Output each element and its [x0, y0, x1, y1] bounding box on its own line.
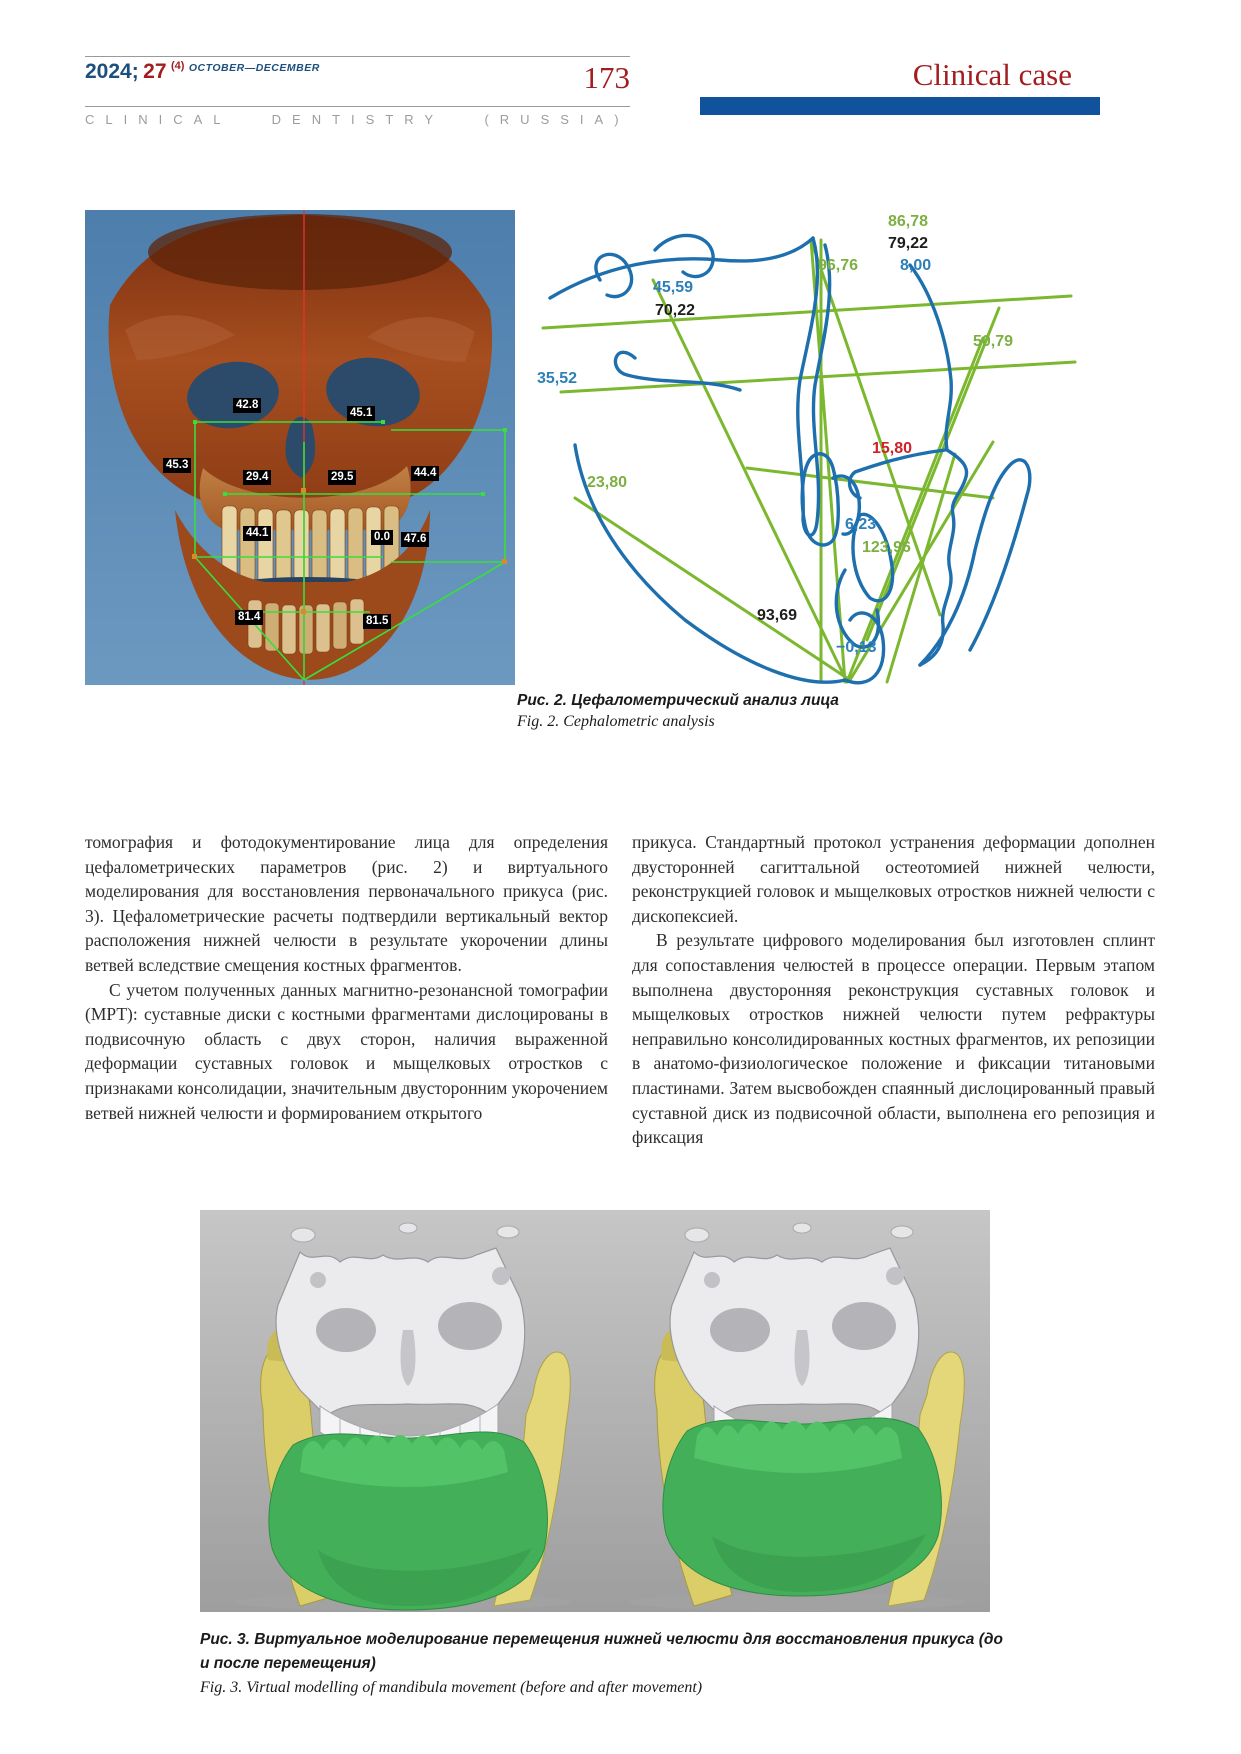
measurement-label: 23,80: [587, 474, 628, 491]
body-column-right: [632, 830, 1155, 1150]
jaw-models-image: [200, 1210, 990, 1612]
figure-2: [85, 210, 1105, 685]
figure3-caption: [200, 1628, 1012, 1700]
page-number: 173: [583, 60, 630, 95]
figure2-caption-en: Fig. 2. Cephalometric analysis: [517, 713, 715, 730]
figure-3: [200, 1210, 990, 1612]
measurement-label: 96,76: [818, 257, 859, 274]
ct-skull-image: [85, 210, 515, 685]
measurement-label: 8,00: [900, 257, 932, 274]
body-column-left: [85, 830, 608, 1125]
section-bar: [700, 97, 1100, 115]
measurement-label: 42.8: [233, 398, 261, 413]
header-rule-bottom: [85, 106, 630, 107]
figure2-ct-skull-panel: [85, 210, 515, 685]
measurement-label: 45.3: [163, 458, 191, 473]
measurement-label: 79,22: [888, 235, 929, 252]
body-paragraph: С учетом полученных данных магнитно-резонансной томографии (МРТ): суставные диски с костными фрагментами дислоцированы в подвисочную область с двух сторон, наличия выраженной деформации суставных головок и мыщелковых отростков с признаками консолидации, значительным двусторонним укорочением ветвей нижней челюсти и формированием открытого: [85, 979, 608, 1123]
measurement-label: 47.6: [401, 532, 429, 547]
header-right: [700, 58, 1100, 115]
measurement-label: 35,52: [537, 370, 578, 387]
figure3-caption-ru: Рис. 3. Виртуальное моделирование перемещения нижней челюсти для восстановления прикуса (до и после перемещения): [200, 1631, 1003, 1672]
masthead: [85, 60, 320, 84]
measurement-label: 44.1: [243, 526, 271, 541]
measurement-label: 15,80: [872, 440, 913, 457]
ceph-tracing-image: [515, 210, 1105, 690]
figure2-ceph-tracing-panel: [515, 210, 1105, 690]
journal-name: CLINICAL DENTISTRY (RUSSIA): [85, 112, 630, 127]
measurement-label: 29.5: [328, 470, 356, 485]
measurement-label: 44.4: [411, 466, 439, 481]
measurement-label: 29.4: [243, 470, 271, 485]
body-paragraph: томография и фотодокументирование лица для определения цефалометрических параметров (рис. 2) и виртуального моделирования для восстановления первоначального прикуса (рис. 3). Цефалометрические расчеты подтвердили вертикальный вектор расположения нижней челюсти в результате укорочении длины ветвей вследствие смещения костных фрагментов.: [85, 832, 608, 975]
measurement-label: 50,79: [973, 333, 1014, 350]
body-paragraph: прикуса. Стандартный протокол устранения деформации дополнен двусторонней сагиттальной остеотомией нижней челюсти, реконструкцией головок и мыщелковых отростков нижней челюсти с дископексией.: [632, 832, 1155, 926]
measurement-label: 93,69: [757, 607, 798, 624]
measurement-label: 45.1: [347, 406, 375, 421]
measurement-label: 81.5: [363, 614, 391, 629]
masthead-months: OCTOBER—DECEMBER: [188, 62, 320, 74]
measurement-label: 70,22: [655, 302, 696, 319]
measurement-label: 81.4: [235, 610, 263, 625]
figure2-caption-ru: Рис. 2. Цефалометрический анализ лица: [517, 692, 839, 709]
figure2-caption: [517, 690, 1077, 732]
section-label: Clinical case: [912, 57, 1072, 92]
measurement-label: 6,23: [845, 516, 877, 533]
measurement-label: 0.0: [371, 530, 393, 545]
masthead-year: 2024;: [85, 60, 139, 83]
masthead-volume: 27: [143, 60, 167, 83]
measurement-label: 123,96: [862, 539, 911, 556]
body-paragraph: В результате цифрового моделирования был изготовлен сплинт для сопоставления челюстей в процессе операции. Первым этапом выполнена двусторонняя реконструкция суставных головок и мыщелковых отростков нижней челюсти путем рефрактуры неправильно консолидированных костных фрагментов, их репозиции в анатомо-физиологическое положение и фиксации титановыми пластинами. Затем высвобожден спаянный дислоцированный правый суставной диск из подвисочной области, выполнена его репозиция и фиксация: [632, 930, 1155, 1148]
masthead-issue: (4): [170, 60, 185, 72]
measurement-label: −0,13: [836, 639, 877, 656]
measurement-label: 45,59: [653, 279, 694, 296]
measurement-label: 86,78: [888, 213, 929, 230]
header-rule-top: [85, 56, 630, 57]
figure3-caption-en: Fig. 3. Virtual modelling of mandibula movement (before and after movement): [200, 1679, 703, 1696]
